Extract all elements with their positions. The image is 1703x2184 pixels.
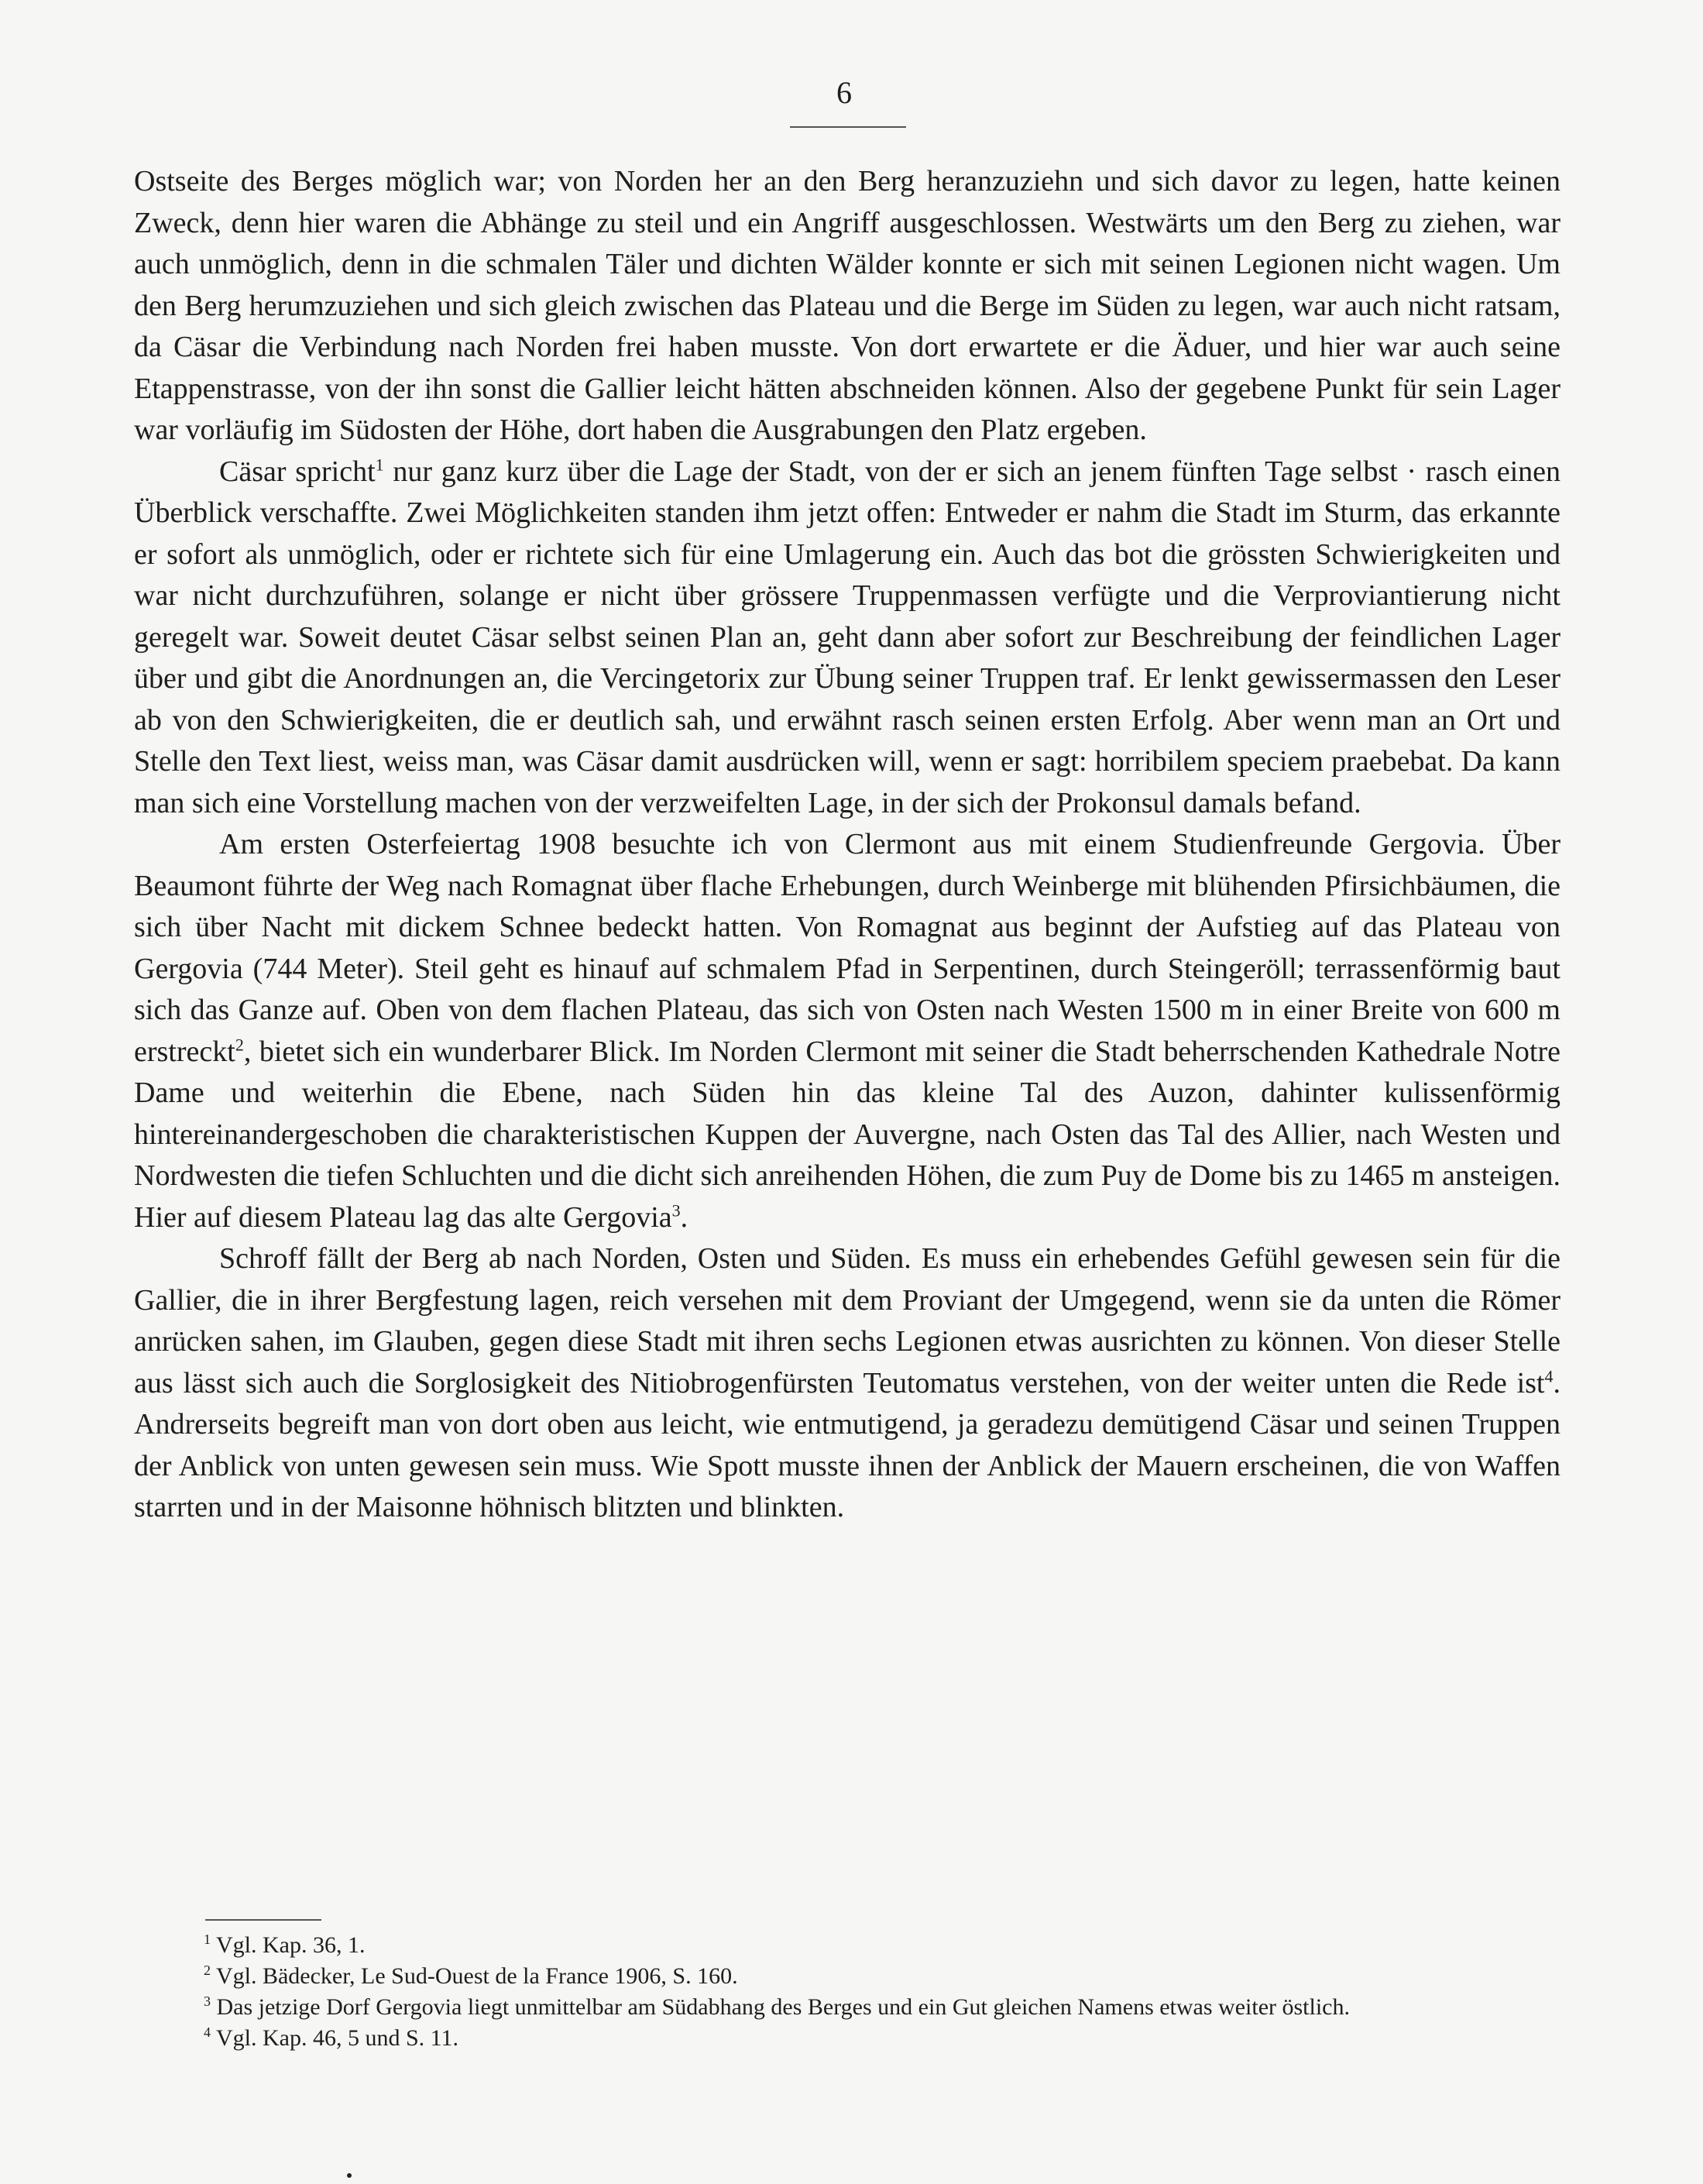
footnote-text: Vgl. Bädecker, Le Sud-Ouest de la France 1906, S. 160. <box>211 1963 738 1989</box>
footnote-2 <box>134 1961 1561 1992</box>
footnote-ref-2: 2 <box>235 1034 244 1054</box>
footnote-ref-4: 4 <box>1544 1365 1554 1386</box>
paragraph-4-text-a: Schroff fällt der Berg ab nach Norden, Osten und Süden. Es muss ein erhebendes Gefühl gewesen sein für die Gallier, die in ihrer Bergfestung lagen, reich versehen mit dem Proviant der Umgegend, wenn sie da unten die Römer anrücken sahen, im Glauben, gegen diese Stadt mit ihren sechs Legionen etwas ausrichten zu können. Von dieser Stelle aus lässt sich auch die Sorglosigkeit des Nitiobrogenfürsten Teutomatus verstehen, von der weiter unten die Rede ist <box>134 1242 1561 1399</box>
paragraph-3-text-b: , bietet sich ein wunderbarer Blick. Im Norden Clermont mit seiner die Stadt beherrschenden Kathedrale Notre Dame und weiterhin die Ebene, nach Süden hin das kleine Tal des Auzon, dahinter kulissenförmig hintereinandergeschoben die charakteristischen Kuppen der Auvergne, nach Osten das Tal des Allier, nach Westen und Nordwesten die tiefen Schluchten und die dicht sich anreihenden Höhen, die zum Puy de Dome bis zu 1465 m ansteigen. Hier auf diesem Plateau lag das alte Gergovia <box>134 1035 1561 1234</box>
footnote-ref-3: 3 <box>671 1200 681 1220</box>
paragraph-3-text-a: Am ersten Osterfeiertag 1908 besuchte ich von Clermont aus mit einem Studienfreunde Gergovia. Über Beaumont führte der Weg nach Romagnat über flache Erhebungen, durch Weinberge mit blühenden Pfirsichbäumen, die sich über Nacht mit dickem Schnee bedeckt hatten. Von Romagnat aus beginnt der Aufstieg auf das Plateau von Gergovia (744 Meter). Steil geht es hinauf auf schmalem Pfad in Serpentinen, durch Steingeröll; terrassenförmig baut sich das Ganze auf. Oben von dem flachen Plateau, das sich von Osten nach Westen 1500 m in einer Breite von 600 m erstreckt <box>134 828 1561 1068</box>
paragraph-3 <box>134 824 1561 1238</box>
footnote-text: Vgl. Kap. 36, 1. <box>211 1932 366 1958</box>
paragraph-2-text-a: Cäsar spricht <box>219 455 376 488</box>
footnote-rule <box>205 1919 321 1921</box>
paragraph-1 <box>134 161 1561 452</box>
footnote-mark: 2 <box>204 1963 211 1978</box>
ink-speck <box>347 2173 352 2178</box>
footnote-mark: 3 <box>204 1993 211 2009</box>
paragraph-2-text-b: nur ganz kurz über die Lage der Stadt, von der er sich an jenem fünften Tage selbst · rasch einen Überblick verschaffte. Zwei Möglichkeiten standen ihm jetzt offen: Entweder er nahm die Stadt im Sturm, das erkannte er sofort als unmöglich, oder er richtete sich für eine Umlagerung ein. Auch das bot die grössten Schwierigkeiten und war nicht durchzuführen, solange er nicht über grössere Truppenmassen verfügte und die Verproviantierung nicht geregelt war. Soweit deutet Cäsar selbst seinen Plan an, geht dann aber sofort zur Beschreibung der feindlichen Lager über und gibt die Anordnungen an, die Vercingetorix zur Übung seiner Truppen traf. Er lenkt gewissermassen den Leser ab von den Schwierigkeiten, die er deutlich sah, und erwähnt rasch seinen ersten Erfolg. Aber wenn man an Ort und Stelle den Text liest, weiss man, was Cäsar damit ausdrücken will, wenn er sagt: horribilem speciem praebebat. Da kann man sich eine Vorstellung machen von der verzweifelten Lage, in der sich der Prokonsul damals befand. <box>134 455 1561 819</box>
paragraph-4 <box>134 1238 1561 1529</box>
footnote-mark: 4 <box>204 2024 211 2040</box>
footnotes <box>134 1930 1561 2054</box>
paragraph-1-text: Ostseite des Berges möglich war; von Norden her an den Berg heranzuziehn und sich davor zu legen, hatte keinen Zweck, denn hier waren die Abhänge zu steil und ein Angriff ausgeschlossen. Westwärts um den Berg zu ziehen, war auch unmöglich, denn in die schmalen Täler und dichten Wälder konnte er sich mit seinen Legionen nicht wagen. Um den Berg herumzuziehen und sich gleich zwischen das Plateau und die Berge im Süden zu legen, war auch nicht ratsam, da Cäsar die Verbindung nach Norden frei haben musste. Von dort erwartete er die Äduer, und hier war auch seine Etappenstrasse, von der ihn sonst die Gallier leicht hätten abschneiden können. Also der gegebene Punkt für sein Lager war vorläufig im Südosten der Höhe, dort haben die Ausgrabungen den Platz ergeben. <box>134 165 1561 446</box>
paragraph-4-text-b: . Andrerseits begreift man von dort oben aus leicht, wie entmutigend, ja geradezu demütigend Cäsar und seinen Truppen der Anblick von unten gewesen sein muss. Wie Spott musste ihnen der Anblick der Mauern erscheinen, die von Waffen starrten und in der Maisonne höhnisch blitzten und blinkten. <box>134 1366 1561 1523</box>
footnote-4 <box>134 2023 1561 2054</box>
body-text <box>134 161 1561 1529</box>
paragraph-2 <box>134 452 1561 825</box>
page-number-rule <box>790 126 906 128</box>
footnote-3 <box>134 1992 1561 2023</box>
page-number: 6 <box>836 75 852 110</box>
footnote-mark: 1 <box>204 1932 211 1947</box>
footnote-1 <box>134 1930 1561 1961</box>
footnote-text: Das jetzige Dorf Gergovia liegt unmittelbar am Südabhang des Berges und ein Gut gleichen Namens etwas weiter östlich. <box>211 1994 1350 2020</box>
footnote-text: Vgl. Kap. 46, 5 und S. 11. <box>211 2025 459 2051</box>
footnote-ref-1: 1 <box>375 454 384 474</box>
paragraph-3-text-c: . <box>680 1200 688 1234</box>
